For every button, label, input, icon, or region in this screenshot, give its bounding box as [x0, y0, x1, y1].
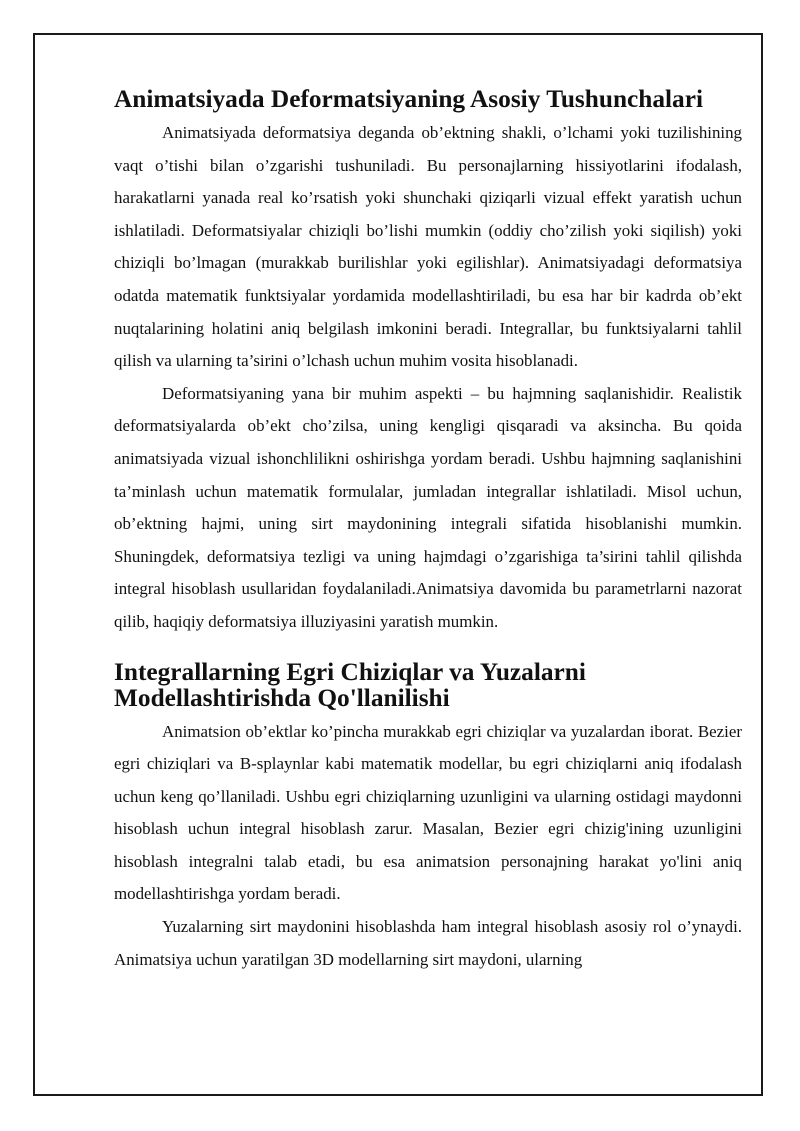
- paragraph: Yuzalarning sirt maydonini hisoblashda ham integral hisoblash asosiy rol o’ynaydi. Animatsiya uchun yaratilgan 3D modellarning sirt maydoni, ularning: [114, 917, 742, 969]
- section-heading: Integrallarning Egri Chiziqlar va Yuzalarni Modellashtirishda Qo'llanilishi: [114, 657, 586, 712]
- paragraph: Animatsiyada deformatsiya deganda ob’ektning shakli, o’lchami yoki tuzilishining vaqt o’tishi bilan o’zgarishi tushuniladi. Bu personajlarning hissiyotlarini ifodalash, harakatlarni yanada real ko’rsatish yoki shunchaki qiziqarli vizual effekt yaratish uchun ishlatiladi. Deformatsiyalar chiziqli bo’lishi mumkin (oddiy cho’zilish yoki siqilish) yoki chiziqli bo’lmagan (murakkab burilishlar yoki egilishlar). Animatsiyadagi deformatsiya odatda matematik funktsiyalar yordamida modellashtiriladi, bu esa har bir kadrda ob’ekt nuqtalarining holatini aniq belgilash imkonini beradi. Integrallar, bu funktsiyalarni tahlil qilish va ularning ta’sirini o’lchash uchun muhim vosita hisoblanadi.: [114, 123, 742, 371]
- paragraph: Deformatsiyaning yana bir muhim aspekti – bu hajmning saqlanishidir. Realistik deformatsiyalarda ob’ekt cho’zilsa, uning kengligi qisqaradi va aksincha. Bu qoida animatsiyada vizual ishonchlilikni oshirishga yordam beradi. Ushbu hajmning saqlanishini ta’minlash uchun matematik formulalar, jumladan integrallar ishlatiladi. Misol uchun, ob’ektning hajmi, uning sirt maydonining integrali sifatida hisoblanishi mumkin. Shuningdek, deformatsiya tezligi va uning hajmdagi o’zgarishiga ta’sirini tahlil qilishda integral hisoblash usullaridan foydalaniladi.Animatsiya davomida bu parametrlarni nazorat qilib, haqiqiy deformatsiya illuziyasini yaratish mumkin.: [114, 383, 742, 631]
- paragraph: Animatsion ob’ektlar ko’pincha murakkab egri chiziqlar va yuzalardan iborat. Bezier egri chiziqlari va B-splaynlar kabi matematik modellar, bu egri chiziqlarni aniq ifodalash uchun keng qo’llaniladi. Ushbu egri chiziqlarning uzunligini va ularning ostidagi maydonni hisoblash uchun integral hisoblash zarur. Masalan, Bezier egri chizig'ining uzunligini hisoblash integralni talab etadi, bu esa animatsion personajning harakat yo'lini aniq modellashtirishga yordam beradi.: [114, 721, 742, 904]
- section-heading: Animatsiyada Deformatsiyaning Asosiy Tushunchalari: [114, 85, 704, 113]
- document-body: [114, 86, 742, 976]
